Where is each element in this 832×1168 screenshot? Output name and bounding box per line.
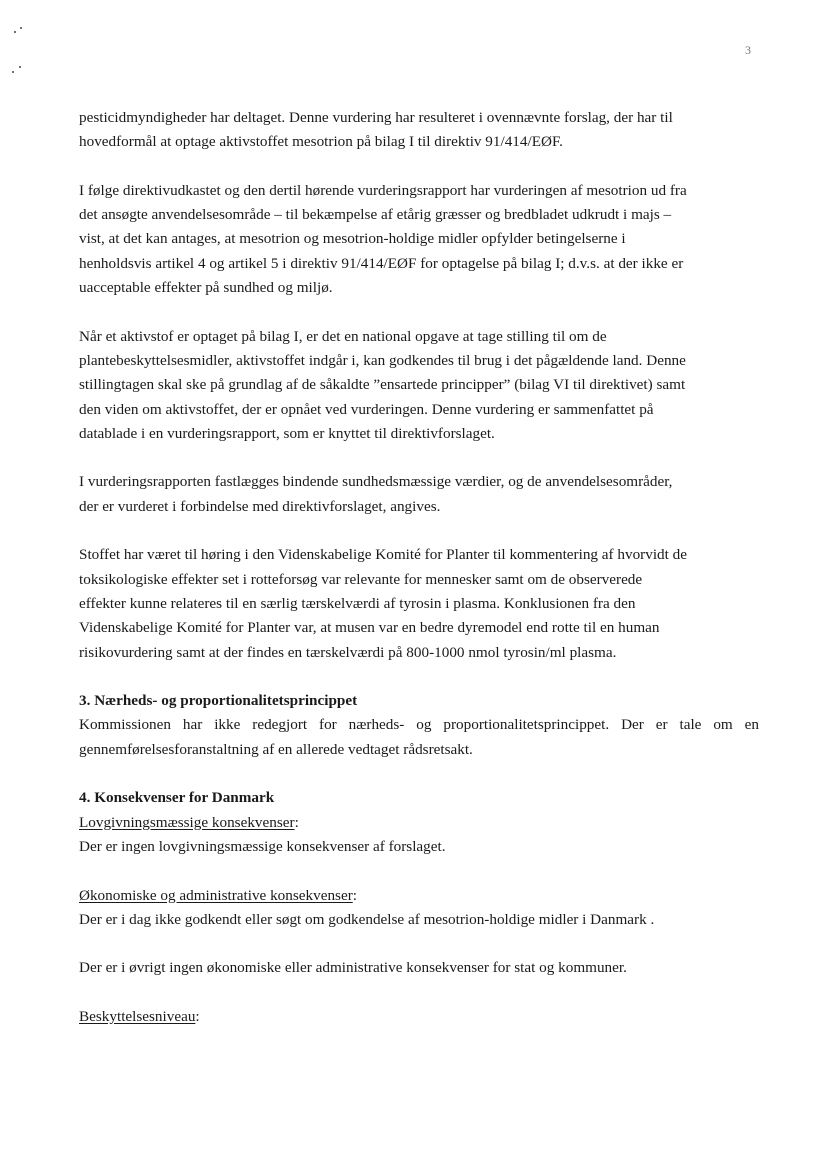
- scan-speck: [19, 66, 21, 68]
- paragraph-intro: [79, 106, 759, 155]
- scan-speck: [20, 27, 22, 29]
- text-line: der er vurderet i forbindelse med direktivforslaget, angives.: [79, 497, 441, 515]
- text-line: effekter kunne relateres til en særlig tærskelværdi af tyrosin i plasma. Konklusionen fra den: [79, 594, 636, 612]
- subsection-protection: [79, 1005, 759, 1029]
- section-heading: 4. Konsekvenser for Danmark: [79, 789, 275, 807]
- section-proportionality: [79, 689, 759, 762]
- text-line: den viden om aktivstoffet, der er opnået ved vurderingen. Denne vurdering er sammenfattet på: [79, 400, 654, 418]
- text-line: datablade i en vurderingsrapport, som er knyttet til direktivforslaget.: [79, 424, 495, 442]
- text-line: henholdsvis artikel 4 og artikel 5 i direktiv 91/414/EØF for optagelse på bilag I; d.v.s. at der ikke er: [79, 254, 684, 272]
- subsection-legal-heading: [79, 811, 759, 835]
- section-heading: 3. Nærheds- og proportionalitetsprincippet: [79, 692, 358, 710]
- scan-speck: [14, 31, 16, 33]
- subsection-economic-heading: [79, 884, 759, 908]
- text-line: risikovurdering samt at der findes en tærskelværdi på 800-1000 nmol tyrosin/ml plasma.: [79, 643, 617, 661]
- text-line: pesticidmyndigheder har deltaget. Denne vurdering har resulteret i ovennævnte forslag, der har til: [79, 109, 673, 126]
- text-line: plantebeskyttelsesmidler, aktivstoffet indgår i, kan godkendes til brug i det pågældende land. Denne: [79, 351, 686, 369]
- legal-heading-text: Lovgivningsmæssige konsekvenser: [79, 813, 295, 831]
- text-line: det ansøgte anvendelsesområde – til bekæmpelse af etårig græsser og bredbladet udkrudt i majs –: [79, 206, 672, 224]
- paragraph-national-task: [79, 325, 759, 446]
- text-line: vist, at det kan antages, at mesotrion og mesotrion-holdige midler opfylder betingelserne i: [79, 230, 626, 248]
- text-line: Når et aktivstof er optaget på bilag I, er det en national opgave at tage stilling til om de: [79, 327, 607, 345]
- text-line: Der er i øvrigt ingen økonomiske eller administrative konsekvenser for stat og kommuner.: [79, 959, 627, 977]
- subsection-economic: [79, 884, 759, 933]
- paragraph-binding-values: [79, 470, 759, 519]
- text-line: I vurderingsrapporten fastlægges bindende sundhedsmæssige værdier, og de anvendelsesområder,: [79, 473, 673, 491]
- text-line: hovedformål at optage aktivstoffet mesotrion på bilag I til direktiv 91/414/EØF.: [79, 133, 563, 151]
- text-line: Kommissionen har ikke redegjort for nærheds- og proportionalitetsprincippet. Der er tale om en: [79, 716, 759, 734]
- heading-colon: :: [195, 1007, 200, 1025]
- text-line: I følge direktivudkastet og den dertil hørende vurderingsrapport har vurderingen af mesotrion ud fra: [79, 181, 687, 199]
- section-consequences: [79, 786, 759, 859]
- text-line: Stoffet har været til høring i den Videnskabelige Komité for Planter til kommentering af hvorvidt de: [79, 546, 688, 564]
- page-number: 3: [745, 43, 751, 57]
- paragraph-assessment: [79, 179, 759, 300]
- heading-colon: :: [294, 813, 299, 831]
- text-line: uacceptable effekter på sundhed og miljø.: [79, 279, 333, 297]
- economic-heading-text: Økonomiske og administrative konsekvenser: [79, 886, 353, 904]
- paragraph-no-other-consequences: [79, 956, 759, 980]
- scan-speck: [12, 71, 14, 73]
- text-line: gennemførelsesforanstaltning af en allerede vedtaget rådsretsakt.: [79, 740, 473, 758]
- text-line: Der er ingen lovgivningsmæssige konsekvenser af forslaget.: [79, 837, 446, 855]
- protection-heading-text: Beskyttelsesniveau: [79, 1007, 196, 1025]
- text-line: Videnskabelige Komité for Planter var, at musen var en bedre dyremodel end rotte til en human: [79, 619, 660, 637]
- text-line: stillingtagen skal ske på grundlag af de såkaldte ”ensartede principper” (bilag VI til direktivet) samt: [79, 376, 686, 394]
- document-body: [79, 106, 759, 1029]
- text-line: Der er i dag ikke godkendt eller søgt om godkendelse af mesotrion-holdige midler i Danmark .: [79, 910, 655, 928]
- subsection-protection-heading: [79, 1005, 759, 1029]
- paragraph-committee-hearing: [79, 543, 759, 664]
- heading-colon: :: [352, 886, 357, 904]
- text-line: toksikologiske effekter set i rotteforsøg var relevante for mennesker samt om de observerede: [79, 570, 643, 588]
